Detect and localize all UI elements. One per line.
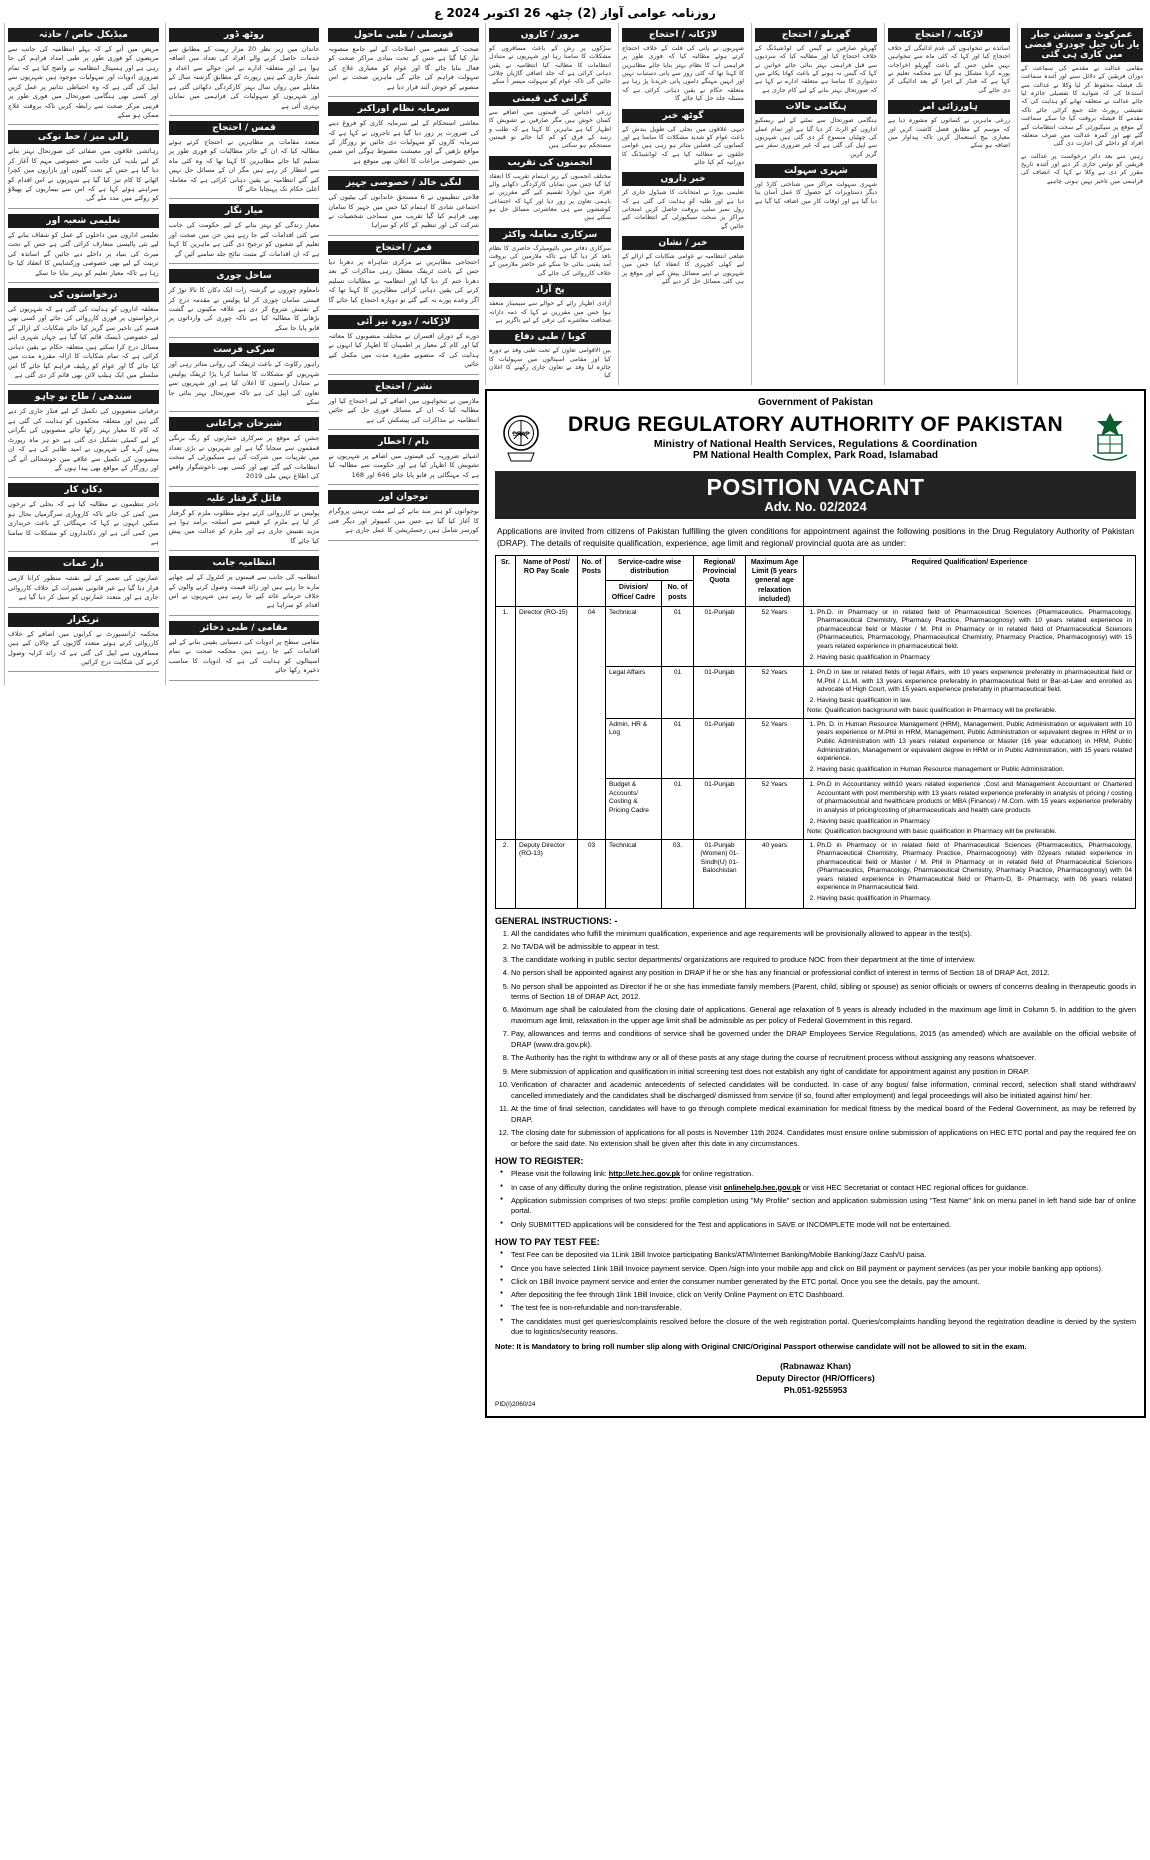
urdu-block-heading: مقامی / طبی ذخائر (169, 621, 320, 635)
cell-division: Legal Affairs (606, 667, 662, 719)
urdu-block-heading: سندھی / طاح نو چاہو (8, 390, 159, 404)
column-divider (328, 96, 479, 97)
cell-quota: 01-Punjab (694, 606, 746, 666)
th-no-posts: No. of Posts (578, 556, 606, 606)
qualification-item: 2. Having basic qualification in law. (817, 697, 1132, 706)
column-divider (8, 671, 159, 672)
urdu-column-2 (165, 23, 323, 685)
column-divider (169, 337, 320, 338)
signatory-designation: Deputy Director (HR/Officers) (756, 1372, 875, 1383)
organization-block (557, 413, 1074, 461)
how-to-register-title: HOW TO REGISTER: (495, 1156, 584, 1167)
urdu-block-text: شہریوں نے پانی کی قلت کے خلاف احتجاج کرتے ہوئے مطالبہ کیا کہ فوری طور پر فراہمی آب کا نظام بہتر بنایا جائے مظاہرین کا کہنا تھا کہ کئی روز سے پانی دستیاب نہیں اور انہیں مہنگے داموں پانی خریدنا پڑ رہا ہے متعلقہ حکام نے یقین دہانی کرائی ہے کہ مسئلہ جلد حل کیا جائے گا (622, 45, 744, 103)
th-quota: Regional/ Provincial Quota (694, 556, 746, 606)
column-divider (169, 680, 320, 681)
urdu-block-text: رہائشی علاقوں میں صفائی کی صورتحال بہتر بنانے کے لیے بلدیہ کی جانب سے خصوصی مہم کا آغاز کر دیا گیا ہے جس کے تحت گلیوں اور بازاروں میں کچرا اٹھانے کا کام تیز کیا گیا ہے شہریوں نے اس اقدام کو سراہتے ہوئے کہا ہے کہ اس سے بیماریوں کے پھیلاؤ کو روکنے میں مدد ملے گی (8, 147, 159, 203)
urdu-block-text: احتجاجی مظاہرین نے مرکزی شاہراہ پر دھرنا دیا جس کے باعث ٹریفک معطل رہی مذاکرات کے بعد دھرنا ختم کر دیا گیا اور انتظامیہ نے مطالبات تسلیم کرنے کی یقین دہانی کرائی مظاہرین کا کہنا تھا کہ اگر وعدے پورے نہ کیے گئے تو دوبارہ احتجاج کیا جائے گا (328, 257, 480, 304)
cell-division: Technical (606, 606, 662, 666)
general-instruction-item: 5. No person shall be appointed as Director if he or she has immediate family members (Parent, child, sibling or spouse) as senior officials or owners of concerns dealing in therapeutic goods in terms of Section 18 of DRAP Act, 2012. (511, 982, 1136, 1003)
urdu-column-8 (1017, 23, 1146, 385)
column-divider (328, 170, 479, 171)
ministry-line: Ministry of National Health Services, Regulations & Coordination (653, 437, 978, 450)
cell-age-limit: 40 years (746, 839, 804, 908)
cell-qualification (804, 718, 1136, 778)
registration-link[interactable]: http://etc.hec.gov.pk (608, 1169, 681, 1179)
urdu-block-heading: رالی میز / حط نوکی (8, 130, 159, 144)
cell-cadre-posts: 03. (662, 839, 694, 908)
urdu-block-heading: شیرخان چراغانی (169, 417, 320, 431)
urdu-block-text: اشیائے ضروریہ کی قیمتوں میں اضافے پر شہریوں نے تشویش کا اظہار کیا ہے اور حکومت سے مطالبہ کیا ہے کہ مہنگائی پر قابو پایا جائے 646 اور 168 (328, 451, 480, 479)
cell-age-limit: 52 Years (746, 718, 804, 778)
positions-table-head (496, 556, 1136, 606)
urdu-block-heading: مرور / کاروں (489, 28, 611, 42)
urdu-block-text: جشن کے موقع پر سرکاری عمارتوں کو رنگ برنگی قمقموں سے سجایا گیا ہے اور شہریوں نے بڑی تعداد میں تقریبات میں شرکت کی ہے سیکیورٹی کے سخت انتظامات کیے گئے تھے اور کسی بھی ناخوشگوار واقعے کی اطلاع نہیں ملی 2019 (168, 434, 320, 481)
urdu-top-strip (485, 23, 1146, 385)
column-divider (8, 607, 159, 608)
payment-step-item: ● Test Fee can be deposited via 1Link 1Bill Invoice participating Banks/ATM/Internet Banking/Mobile Banking/Jazz Cash/U paisa. (511, 1250, 1136, 1261)
urdu-column-5 (618, 23, 747, 385)
drap-advertisement (485, 389, 1146, 1418)
urdu-block-heading: دام / اخطار (328, 435, 479, 449)
general-instruction-item: 7. Pay, allowances and terms and conditions of service shall be governed under the DRAP Employees Service Regulations, 2015 (as amended) which are available on the official website of DRAP (www.dra.gov.pk). (511, 1029, 1136, 1050)
cell-sr: 1. (496, 606, 516, 839)
cell-post-name: Deputy Director (RO-13) (516, 839, 578, 908)
how-to-register-list (495, 1169, 1136, 1230)
urdu-block-text: عمارتوں کی تعمیر کے لیے نقشہ منظور کرانا لازمی قرار دیا گیا ہے غیر قانونی تعمیرات کے خلاف کارروائی جاری ہے اور متعدد عمارتوں کو سیل کر دیا گیا ہے (8, 574, 159, 602)
how-to-pay-title: HOW TO PAY TEST FEE: (495, 1237, 600, 1248)
urdu-block-heading: گھریلو / احتجاج (755, 28, 877, 42)
organization-title: DRUG REGULATORY AUTHORITY OF PAKISTAN (568, 412, 1063, 436)
cell-division: Admin, HR & Log (606, 718, 662, 778)
cell-cadre-posts: 01 (662, 779, 694, 839)
general-instruction-item: 10. Verification of character and academic antecedents of selected candidates will be conducted. In case of any bogus/ false information, criminal record, selection shall stand withdrawn/ cancelled immediately and the candidates shall be discharged/ dismissed from service (if so, found after employment) and legal proceedings will also be initiated against him/ her. (511, 1080, 1136, 1101)
general-instructions-title: GENERAL INSTRUCTIONS: - (495, 915, 618, 926)
column-divider (328, 429, 479, 430)
cell-qualification (804, 839, 1136, 908)
cell-no-posts: 03 (578, 839, 606, 908)
column-divider (328, 540, 479, 541)
urdu-column-4 (485, 23, 614, 385)
urdu-block-heading: ہنگامی حالات (755, 100, 877, 114)
positions-table (495, 555, 1136, 908)
signatory-phone: Ph.051-9255953 (783, 1384, 848, 1395)
column-divider (328, 374, 479, 375)
cell-qualification (804, 667, 1136, 719)
cell-quota: 01-Punjab (694, 667, 746, 719)
cell-post-name: Director (RO-15) (516, 606, 578, 839)
register-step-item: ● Application submission comprises of two steps: profile completion using "My Profile" section and application submission using "Test Name" link on menu panel in left hand side bar of online portal. (511, 1196, 1136, 1217)
payment-step-item: ● Click on 1Bill Invoice payment service and enter the consumer number generated by the ETC portal. Once you see the details, pay the amount. (511, 1277, 1136, 1288)
qualification-item: 1. Ph.D in Pharmacy or in related field of Pharmaceutical Sciences (Pharmaceutics, Pharmacology, Pharmaceutical Chemistry, Pharmacy Practice, Pharmacognosy) with 02years related experience in pharmaceutical field or Master / M. Phil in Pharmacy or in related field of Pharmaceutical Sciences (Pharmaceutics, Pharmacology, Pharmaceutical Chemistry, Pharmacy Practice, Pharmacognosy) with 04 years related experience in Pharmaceutical field or Pharm-D, B- Pharmacy, with 06 years related experience in Pharmaceutical field. (817, 842, 1132, 893)
urdu-block-heading: دار عمات (8, 557, 159, 571)
urdu-block-heading: کوبا / طبی دفاع (489, 330, 611, 344)
urdu-block-heading: تریکزار (8, 613, 159, 627)
urdu-block-heading: قمر / احتجاج (328, 241, 479, 255)
positions-table-body (496, 606, 1136, 908)
column-divider (169, 115, 320, 116)
payment-step-item: ● Once you have selected 1link 1Bill Invoice payment service. Open /sign into your mobile app and click on Bill payment or payment services (as per your mobile banking app options). (511, 1264, 1136, 1275)
urdu-block-text: نوجوانوں کو ہنر مند بنانے کے لیے مفت تربیتی پروگرام کا آغاز کیا گیا ہے جس میں کمپیوٹر اور دیگر فنی کورسز شامل ہیں رجسٹریشن کا عمل جاری ہے (328, 507, 480, 535)
urdu-block-heading: قونصلی / طبی ماحول (328, 28, 479, 42)
urdu-block-text: خاندان میں زیر نظر 20 مزار ریبت کے مطابق سے خدمات حاصل کرنے والے افراد کی تعداد میں اضافہ ہوا ہے اور متعلقہ ادارے نے اس حوالے سے اعداد و شمار جاری کیے ہیں رپورٹ کے مطابق گزشتہ سال کے مقابلے میں رواں سال بہتر کارکردگی دکھائی گئی ہے اور شہریوں کو سہولیات کی فراہمی میں نمایاں بہتری آئی ہے (168, 45, 320, 110)
urdu-block-text: دیہی علاقوں میں بجلی کی طویل بندش کے باعث عوام کو شدید مشکلات کا سامنا ہے اور کسانوں کی فصلیں متاثر ہو رہی ہیں عوامی حلقوں نے مطالبہ کیا ہے کہ لوڈشیڈنگ کا دورانیہ کم کیا جائے (622, 125, 744, 166)
urdu-block-heading: عمرکوٹ و سیشن جبار یار بان جیل چودری فیضی میں کاری ہی گئی (1021, 28, 1143, 62)
cell-age-limit: 52 Years (746, 779, 804, 839)
urdu-column-3 (325, 23, 482, 685)
th-age-limit: Maximum Age Limit (5 years general age relaxation included) (746, 556, 804, 606)
urdu-block-heading: ساحل چوری (169, 269, 320, 283)
qualification-item: 2. Having basic qualification in Pharmacy (817, 654, 1132, 663)
urdu-block-text: زرعی ماہرین نے کسانوں کو مشورہ دیا ہے کہ موسم کے مطابق فصل کاشت کریں اور معیاری بیج استعمال کریں تاکہ پیداوار میں اضافہ ہو سکے (888, 117, 1010, 150)
th-cadre-posts: No. of posts (662, 581, 694, 606)
urdu-block-text: ترقیاتی منصوبوں کی تکمیل کے لیے فنڈز جاری کر دیے گئے ہیں اور متعلقہ محکموں کو ہدایت کی گئی ہے کہ کام کا معیار بہتر رکھا جائے منصوبوں کی نگرانی کے لیے کمیٹی تشکیل دی گئی ہے جو ہر ماہ رپورٹ پیش کرے گی شہریوں نے امید ظاہر کی ہے کہ ان منصوبوں کی تکمیل سے علاقے میں خوشحالی آئے گی اور روزگار کے مواقع بھی پیدا ہوں گے (8, 407, 159, 472)
cell-quota: 01-Punjab (694, 779, 746, 839)
mandatory-note: Note: It is Mandatory to bring roll number slip along with Original CNIC/Original Passport otherwise candidate will not be allowed to sit in the exam. (495, 1342, 1027, 1352)
urdu-block-text: مقامی سطح پر ادویات کی دستیابی یقینی بنانے کے لیے اقدامات کیے جا رہے ہیں محکمہ صحت نے تمام اسپتالوں کو ہدایت کی ہے کہ ادویات کا مناسب ذخیرہ رکھا جائے (168, 637, 320, 675)
qualification-note: Note: Qualification background with basic qualification in Pharmacy will be preferable. (807, 707, 1057, 715)
page-sheet (4, 23, 1146, 1418)
urdu-block-heading: پخ آزاد (489, 283, 611, 297)
urdu-block-text: محکمہ ٹرانسپورٹ نے کرایوں میں اضافے کے خلاف کارروائی کرتے ہوئے متعدد گاڑیوں کے چالان کیے ہیں مسافروں سے اپیل کی گئی ہے کہ زائد کرایہ وصول کرنے کی شکایت درج کرائیں (8, 629, 159, 666)
address-line: PM National Health Complex, Park Road, Islamabad (692, 449, 939, 461)
advertisement-number: Adv. No. 02/2024 (764, 498, 867, 514)
cell-division: Budget & Accounts/ Costing & Pricing Cadre (606, 779, 662, 839)
th-division: Division/ Office/ Cadre (606, 581, 662, 606)
cell-qualification (804, 779, 1136, 839)
urdu-block-text: بین الاقوامی تعاون کے تحت طبی وفد نے دورہ کیا اور مقامی اسپتالوں میں سہولیات کا جائزہ لیا وفد نے تعاون جاری رکھنے کا اعلان کیا (489, 347, 611, 380)
column-divider (169, 263, 320, 264)
general-instruction-item: 11. At the time of final selection, candidates will have to go through complete medical examination for medical fitness by the medical board of the Federal Government, as may be referred by DRAP. (511, 1104, 1136, 1125)
urdu-block-heading: نوجوان اور (328, 490, 479, 504)
qualification-note: Note: Qualification background with basic qualification in Pharmacy will be preferable. (807, 828, 1057, 836)
urdu-block-heading: درخواستوں کی (8, 288, 159, 302)
register-step-item: ● Only SUBMITTED applications will be considered for the Test and applications in SAVE or INCOMPLETE mode will not be entertained. (511, 1220, 1136, 1231)
qualification-item: 1. Ph.D in law or related fields of legal Affairs, with 10 years experience preferably in pharmaceutical field or M.Phil / LL.M. with 13 years experience preferably in pharmaceutical field or Bar-at-Law and enrolled as advocate of High Court, with 15 years experience preferably in pharmaceutical field. (817, 669, 1132, 695)
cell-division: Technical (606, 839, 662, 908)
urdu-block-heading: قمس / احتجاج (169, 121, 320, 135)
urdu-block-text: راہور رکاوٹ کے باعث ٹریفک کی روانی متاثر رہی اور شہریوں کو مشکلات کا سامنا کرنا پڑا ٹریفک پولیس نے متبادل راستوں کا اعلان کیا ہے اور شہریوں سے تعاون کی اپیل کی ہے تاکہ صورتحال بہتر بنائی جا سکے (168, 360, 320, 406)
urdu-block-heading: انجمنوں کی تقریب (489, 156, 611, 170)
urdu-block-heading: ہاورزائی امر (888, 100, 1010, 114)
urdu-block-heading: نشر / احتجاج (328, 380, 479, 394)
urdu-block-text: تاجر تنظیموں نے مطالبہ کیا ہے کہ بجلی کے نرخوں میں کمی کی جائے تاکہ کاروباری سرگرمیاں بحال ہو سکیں انہوں نے کہا کہ مہنگائی کے باعث خریداری میں کمی آئی ہے اور دکانداروں کو مشکلات کا سامنا ہے (8, 500, 159, 547)
how-to-pay-list (495, 1250, 1136, 1338)
svg-text:DRAP: DRAP (512, 431, 530, 438)
qualification-item: 1. Ph. D. in Human Resource Management (HRM), Management, Public Administration or equivalent with 10 years experience or M.Phil in HRM, Management, Public Administration or equivalent degree in HRM or in Public Administration with 13 years related experience or Master (16 year education) in HRM, Public Administration, Management or equivalent degree in HRM or in Public Administration, with 15 years related experience. (817, 721, 1132, 764)
pakistan-emblem-icon (1084, 408, 1136, 466)
urdu-block-heading: لاڑکانہ / احتجاج (888, 28, 1010, 42)
signatory-name: (Rabnawaz Khan) (780, 1361, 851, 1372)
urdu-block-heading: خبر / نشان (622, 236, 744, 250)
advert-header-row (495, 408, 1136, 466)
qualification-item: 2. Having basic qualification in Pharmacy. (817, 895, 1132, 904)
th-cadre-group: Service-cadre wise distribution (606, 556, 694, 581)
qualification-item: 1. Ph.D. in Pharmacy or in related field of Pharmaceutical Sciences (Pharmaceutics, Pharmacology, Pharmaceutical Chemistry, Pharmacy Practice, Pharmacognosy) with 10 years related experience in pharmaceutical field or Master / M. Phil in Pharmacy or in related field of Pharmaceutical Sciences (Pharmaceutics, Pharmacology, Pharmaceutical Chemistry, Pharmacy Practice, Pharmacognosy) with 15 years related experience in pharmaceutical field. (817, 609, 1132, 652)
column-divider (328, 484, 479, 485)
urdu-block-text: ضلعی انتظامیہ نے عوامی شکایات کے ازالے کے لیے کھلی کچہری کا انعقاد کیا جس میں شہریوں نے اپنے مسائل پیش کیے اور موقع پر ہی کئی مسائل حل کر دیے گئے (622, 253, 744, 286)
urdu-block-heading: لاڑکانہ / دورہ نیز آئی (328, 315, 479, 329)
position-vacant-title: POSITION VACANT (706, 473, 925, 500)
urdu-block-heading: لاڑکانہ / احتجاج (622, 28, 744, 42)
urdu-block-text: مختلف انجمنوں کے زیر اہتمام تقریب کا انعقاد کیا گیا جس میں نمایاں کارکردگی دکھانے والے افراد میں ایوارڈ تقسیم کیے گئے مقررین نے باہمی تعاون پر زور دیا اور کہا کہ اجتماعی کوششوں سے ہی معاشرتی مسائل حل ہو سکتے ہیں (489, 172, 611, 222)
urdu-block-heading: خبر داروں (622, 172, 744, 186)
position-vacant-bar (495, 471, 1136, 519)
urdu-block-text: گھریلو صارفین نے گیس کی لوڈشیڈنگ کے خلاف احتجاج کیا اور مطالبہ کیا کہ سردیوں سے قبل فراہمی بہتر بنائی جائے خواتین نے کہا کہ گیس نہ ہونے کے باعث کھانا پکانے میں دشواری کا سامنا ہے متعلقہ ادارے نے کہا ہے کہ صورتحال بہتر بنانے کے لیے کام جاری ہے (755, 45, 877, 94)
urdu-block-text: متعدد مقامات پر مظاہرین نے احتجاج کرتے ہوئے مطالبہ کیا کہ ان کے جائز مطالبات کو فوری طور پر تسلیم کیا جائے مظاہرین کا کہنا تھا کہ وہ کئی ماہ سے انتظار کر رہے ہیں مگر ان کے مسائل حل نہیں کیے گئے انتظامیہ نے یقین دہانی کرائی ہے کہ معاملہ اعلیٰ حکام تک پہنچایا جائے گا (168, 137, 320, 194)
urdu-block-heading: گوٹھ خبر (622, 109, 744, 123)
urdu-block-text: صحت کے شعبے میں اصلاحات کے لیے جامع منصوبہ تیار کیا گیا ہے جس کے تحت بنیادی مراکز صحت کو فعال بنایا جائے گا اور عوام کو معیاری علاج کی سہولت فراہم کی جائے گی ماہرین صحت نے اس منصوبے کو خوش آئند قرار دیا ہے (328, 45, 480, 91)
urdu-block-heading: دکان کار (8, 483, 159, 497)
cell-cadre-posts: 01 (662, 667, 694, 719)
pid-number: PID(I)2060/24 (495, 1400, 536, 1408)
urdu-block-text: آزادی اظہار رائے کے حوالے سے سیمینار منعقد ہوا جس میں مقررین نے کہا کہ ذمہ دارانہ صحافت معاشرے کی ترقی کے لیے ناگزیر ہے (489, 300, 611, 324)
cell-quota: 01-Punjab (Women) 01-Sindh(U) 01-Balochistan (694, 839, 746, 908)
urdu-column-6 (751, 23, 880, 385)
drap-logo-icon (495, 408, 547, 466)
urdu-block-heading: میڈیکل خاص / حادثہ (8, 28, 159, 42)
urdu-block-text: سڑکوں پر رش کے باعث مسافروں کو مشکلات کا سامنا رہا اور شہریوں نے متبادل انتظامات کا مطالبہ کیا انتظامیہ نے یقین دہانی کرائی ہے کہ جلد اضافی گاڑیاں چلائی جائیں گی تاکہ عوام کو سہولت میسر آ سکے (489, 45, 611, 86)
urdu-block-heading: تعلیمی شعبہ اور (8, 214, 159, 228)
column-divider (169, 486, 320, 487)
general-instruction-item: 8. The Authority has the right to withdraw any or all of these posts at any stage during the course of recruitment process without assigning any reasons whatsoever. (511, 1053, 1136, 1064)
cell-age-limit: 52 Years (746, 667, 804, 719)
urdu-block-text: زرعی اجناس کی قیمتوں میں اضافے سے کسان خوش ہیں مگر صارفین نے تشویش کا اظہار کیا ہے ماہرین کا کہنا ہے کہ طلب و رسد کے فرق کو کم کیا جائے تو قیمتیں مستحکم ہو سکتی ہیں (489, 108, 611, 150)
general-instruction-item: 3. The candidate working in public sector departments/ organizations are required to produce NOC from their department at the time of interview. (511, 955, 1136, 966)
qualification-item: 1. Ph.D in Accountancy with10 years related experience ,Cost and Management Accountant or Chartered Accountant with post membership with 13 years related experience preferably in analysis of pricing / costing of pharmaceutical and healthcare products or MBA (Finance) / M.Com. with 15 years experience preferably in analysis of pricing/costing of pharmaceuticals and health care products (817, 781, 1132, 815)
urdu-block-text: معاشی استحکام کے لیے سرمایہ کاری کو فروغ دینے کی ضرورت پر زور دیا گیا ہے تاجروں نے کہا ہے کہ سرمایہ کاروں کو سہولیات دی جائیں تو روزگار کے مواقع بڑھیں گے اور معیشت مضبوط ہوگی اس ضمن میں خصوصی مراعات کا اعلان بھی متوقع ہے (328, 119, 480, 165)
column-divider (328, 235, 479, 236)
urdu-block-text: مقامی عدالت نے مقدمے کی سماعت کے دوران فریقین کے دلائل سنے اور آئندہ سماعت تک فیصلہ محفوظ کر لیا وکلا نے عدالت سے استدعا کی کہ شواہد کا تفصیلی جائزہ لیا جائے عدالت نے متعلقہ تھانے کو ہدایت کی کہ تفتیشی رپورٹ جلد جمع کرائی جائے تاکہ مقدمے کا فیصلہ بروقت کیا جا سکے سماعت کے موقع پر سیکیورٹی کے سخت انتظامات کیے گئے تھے اور کمرہ عدالت میں صرف متعلقہ افراد کو داخلے کی اجازت دی گئی (1021, 65, 1143, 148)
urdu-block-text: تعلیمی اداروں میں داخلوں کے عمل کو شفاف بنانے کے لیے نئی پالیسی متعارف کرائی گئی ہے جس کے تحت میرٹ کی بنیاد پر داخلے دیے جائیں گے اساتذہ کی تربیت کے لیے بھی خصوصی ورکشاپس کا انعقاد کیا جا رہا ہے تاکہ معیار تعلیم کو بہتر بنایا جا سکے (8, 230, 159, 277)
column-divider (169, 411, 320, 412)
qualification-item: 2. Having basic qualification in Pharmacy (817, 818, 1132, 827)
cell-no-posts: 04 (578, 606, 606, 839)
qualification-item: 2. Having basic qualification in Human Resource management or Public Administration. (817, 766, 1132, 775)
column-divider (8, 208, 159, 209)
column-divider (8, 477, 159, 478)
general-instruction-item: 2. No TA/DA will be admissible to appear in test. (511, 942, 1136, 953)
urdu-block-text: ہنگامی صورتحال سے نمٹنے کے لیے ریسکیو اداروں کو الرٹ کر دیا گیا ہے اور تمام عملے کی چھٹیاں منسوخ کر دی گئی ہیں شہریوں سے اپیل کی گئی ہے کہ غیر ضروری سفر سے گریز کریں (755, 117, 877, 158)
urdu-block-text: پولیس نے کارروائی کرتے ہوئے مطلوب ملزم کو گرفتار کر لیا ہے ملزم کے قبضے سے اسلحہ برآمد ہوا ہے مزید تفتیش جاری ہے اور ملزم کو عدالت میں پیش کیا جائے گا (168, 508, 320, 545)
urdu-block-heading: فائل گرفتار علیہ (169, 492, 320, 506)
cell-quota: 01-Punjab (694, 718, 746, 778)
urdu-block-text: شہری سہولت مراکز میں شناختی کارڈ اور دیگر دستاویزات کے حصول کا عمل آسان بنا دیا گیا ہے اور اوقات کار میں اضافہ کیا گیا ہے (755, 180, 877, 205)
advert-intro-paragraph: Applications are invited from citizens of Pakistan fulfilling the given conditions for appointment against the following positions in the Drug Regulatory Authority of Pakistan (DRAP). The details of requisite qualification, experience, age limit and regional/ provincial quota are as under: (497, 525, 1134, 549)
urdu-block-text: ملازمین نے تنخواہوں میں اضافے کے لیے احتجاج کیا اور مطالبہ کیا کہ ان کے مسائل فوری حل کیے جائیں انتظامیہ نے مذاکرات کی پیشکش کی ہے (328, 396, 480, 424)
urdu-block-text: انتظامیہ کی جانب سے قیمتوں پر کنٹرول کے لیے چھاپے مارے جا رہے ہیں اور زائد قیمت وصول کرنے والوں کے خلاف جرمانے عائد کیے جا رہے ہیں شہریوں نے اس اقدام کو سراہا ہے (168, 573, 320, 610)
column-divider (8, 551, 159, 552)
general-instructions-list (495, 929, 1136, 1150)
table-row (496, 839, 1136, 908)
urdu-columns-zone (4, 23, 482, 685)
column-divider (169, 550, 320, 551)
urdu-block-text: رہیں سے بعد دائر درخواست پر عدالت نے فریقین کو نوٹس جاری کر دیے اور آئندہ تاریخ مقرر کر دی ہے وکلا نے کہا کہ انصاف کی فراہمی میں تاخیر نہیں ہونی چاہیے (1021, 152, 1143, 185)
urdu-block-heading: روٹھ ڈور (169, 28, 320, 42)
urdu-block-text: تعلیمی بورڈ نے امتحانات کا شیڈول جاری کر دیا ہے اور طلبہ کو ہدایت کی گئی ہے کہ رول نمبر سلپ بروقت حاصل کریں امتحانی مراکز پر سخت سیکیورٹی کے انتظامات کیے جائیں گے (622, 189, 744, 230)
payment-step-item: ● The test fee is non-refundable and non-transferable. (511, 1303, 1136, 1314)
register-step-item: ● In case of any difficulty during the online registration, please visit onlinehelp.hec.gov.pk or visit HEC Secretariat or contact HEC regional offices for guidance. (511, 1183, 1136, 1194)
register-step-item: ● Please visit the following link: http://etc.hec.gov.pk for online registration. (511, 1169, 1136, 1180)
urdu-block-text: سرکاری دفاتر میں بائیومیٹرک حاضری کا نظام نافذ کر دیا گیا ہے تاکہ ملازمین کی بروقت آمد یقینی بنائی جا سکے غیر حاضر ملازمین کے خلاف کارروائی کی جائے گی (489, 244, 611, 277)
general-instruction-item: 1. All the candidates who fulfill the minimum qualification, experience and age requirements will be provisionally allowed to appear in the test(s). (511, 929, 1136, 940)
column-divider (8, 282, 159, 283)
urdu-block-text: نامعلوم چوروں نے گزشتہ رات ایک دکان کا تالا توڑ کر قیمتی سامان چوری کر لیا پولیس نے مقدمہ درج کر کے تفتیش شروع کر دی ہے علاقہ مکینوں نے گشت بڑھانے کا مطالبہ کیا ہے تاکہ چوری کی وارداتوں پر قابو پایا جا سکے (168, 286, 320, 332)
payment-step-item: ● The candidates must get queries/complaints resolved before the closure of the web registration portal. Queries/complaints handling beyond the registration deadline is denied by the system due to logistics/security reasons. (511, 1317, 1136, 1338)
general-instruction-item: 6. Maximum age shall be calculated from the closing date of applications. General age relaxation of 5 years is already included in the maximum age limit in Column 5. In addition to the given maximum age limit, relaxation in the upper age limit shall be admissible as per policy of Federal Government in this regard. (511, 1005, 1136, 1026)
general-instruction-item: 9. Mere submission of application and qualification in initial screening test does not establish any right of candidate for appointment against any position in DRAP. (511, 1067, 1136, 1078)
registration-link[interactable]: onlinehelp.hec.gov.pk (723, 1182, 801, 1192)
urdu-column-1 (4, 23, 162, 685)
urdu-column-7 (884, 23, 1013, 385)
urdu-block-heading: شہری سہولت (755, 164, 877, 178)
urdu-block-heading: سرکی فرست (169, 343, 320, 357)
urdu-block-text: اساتذہ نے تنخواہوں کی عدم ادائیگی کے خلاف احتجاج کیا اور کہا کہ کئی ماہ سے تنخواہیں نہیں ملیں جس کے باعث گھریلو اخراجات پورے کرنا مشکل ہو گیا ہے محکمہ تعلیم نے کہا ہے کہ فنڈز کے اجرا کے بعد ادائیگی کر دی جائے گی (888, 45, 1010, 94)
column-divider (169, 198, 320, 199)
general-instruction-item: 12. The closing date for submission of applications for all posts is November 11th 2024. Candidates must ensure online submission of applications on HEC ETC portal and pay the required fee on or before the said date. No extension shall be given after this date in any circumstances. (511, 1128, 1136, 1149)
th-post-name: Name of Post/ RO Pay Scale (516, 556, 578, 606)
urdu-block-text: دورے کے دوران افسران نے مختلف منصوبوں کا معائنہ کیا اور کام کے معیار پر اطمینان کا اظہار کیا انہوں نے ہدایت کی کہ منصوبے مقررہ مدت میں مکمل کیے جائیں (328, 332, 480, 369)
th-qualification: Required Qualification/ Experience (804, 556, 1136, 606)
cell-cadre-posts: 01 (662, 718, 694, 778)
urdu-block-text: مریض میں آنے کے کہ پہلے انتظامیہ کی جانب سے مریضوں کو فوری طور پر طبی امداد فراہم کی جا رہی ہے اور ہسپتال انتظامیہ نے واضح کیا ہے کہ تمام ضروری ادویات اور سہولیات موجود ہیں شہریوں سے اپیل کی گئی ہے کہ وہ احتیاطی تدابیر پر عمل کریں اور کسی بھی ہنگامی صورتحال میں فوری طور پر قریبی مرکز صحت سے رابطہ کریں تاکہ بروقت علاج ممکن ہو سکے (8, 45, 159, 119)
urdu-block-text: فلاحی تنظیموں نے 6 مستحق خاندانوں کی بیٹیوں کی اجتماعی شادی کا اہتمام کیا جس میں جہیز کا سامان بھی فراہم کیا گیا تقریب میں سماجی شخصیات نے شرکت کی اور تنظیم کے کام کو سراہا (328, 193, 480, 230)
urdu-block-heading: سرکاری معاملہ واکٹر (489, 228, 611, 242)
urdu-block-text: متعلقہ اداروں کو ہدایت کی گئی ہے کہ شہریوں کی درخواستوں پر فوری کارروائی کی جائے اور کسی بھی قسم کی تاخیر سے گریز کیا جائے شکایات کے ازالے کے لیے خصوصی ڈیسک قائم کیا گیا ہے جہاں شہری اپنے مسائل درج کرا سکتے ہیں متعلقہ حکام نے یقین دہانی کرائی ہے کہ تمام شکایات کا ازالہ مقررہ مدت میں کیا جائے گا اور عوام کو ریلیف فراہم کیا جائے گا اس سلسلے میں ایک ہیلپ لائن بھی قائم کر دی گئی ہے (8, 305, 159, 379)
payment-step-item: ● After depositing the fee through 1link 1Bill Invoice, click on Verify Online Payment on ETC Dashboard. (511, 1290, 1136, 1301)
column-divider (8, 124, 159, 125)
general-instruction-item: 4. No person shall be appointed against any position in DRAP if he or she has any financial or professional conflict of interest in terms of Section 18 of DRAP Act, 2012. (511, 968, 1136, 979)
signature-block (495, 1361, 1136, 1397)
urdu-block-heading: سرمایہ نظام اوراکبر (328, 102, 479, 116)
column-divider (328, 309, 479, 310)
th-sr: Sr. (496, 556, 516, 606)
urdu-block-heading: میار نگار (169, 204, 320, 218)
masthead: روزنامہ عوامی آواز (2) چٹھہ 26 اکتوبر 2024 ع (434, 6, 716, 20)
cell-sr: 2. (496, 839, 516, 908)
cell-cadre-posts: 01 (662, 606, 694, 666)
cell-qualification (804, 606, 1136, 666)
table-header-row-1 (496, 556, 1136, 581)
government-line: Government of Pakistan (757, 396, 874, 408)
cell-age-limit: 52 Years (746, 606, 804, 666)
column-divider (169, 615, 320, 616)
urdu-block-heading: لنگی خالد / خصوصی جہیز (328, 176, 479, 190)
urdu-block-heading: انتظامیہ جانب (169, 556, 320, 570)
table-row (496, 606, 1136, 666)
column-divider (8, 384, 159, 385)
urdu-block-text: معیار زندگی کو بہتر بنانے کے لیے حکومت کی جانب سے کئی اقدامات کیے جا رہے ہیں جن میں صحت اور تعلیم کے شعبوں کو ترجیح دی گئی ہے ماہرین کا کہنا ہے کہ ان اقدامات کے مثبت نتائج جلد سامنے آئیں گے (168, 221, 320, 258)
urdu-block-heading: گرانی کی قیمتی (489, 92, 611, 106)
advert-zone (485, 23, 1146, 1418)
